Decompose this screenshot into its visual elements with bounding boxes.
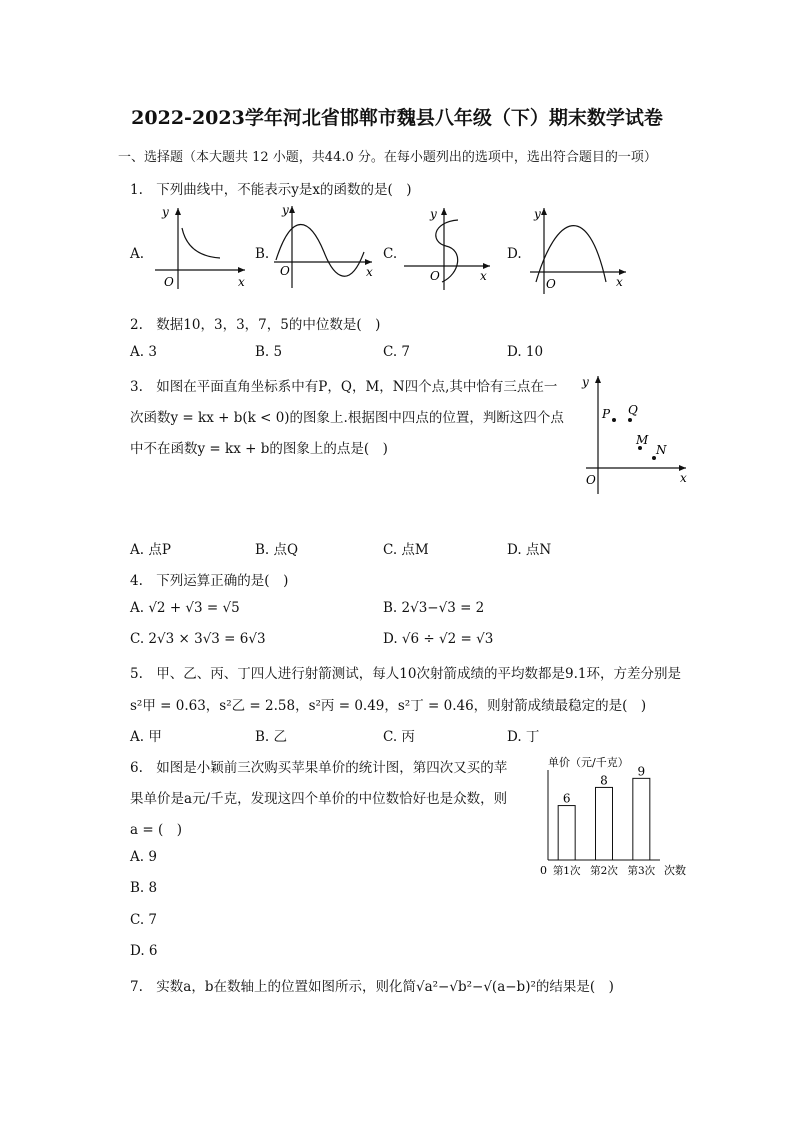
point-q-label: Q — [628, 403, 638, 417]
bar-2 — [596, 787, 613, 860]
q4-option-b: B. 2√3−√3 = 2 — [383, 600, 485, 616]
section-heading: 一、选择题（本大题共 12 小题，共44.0 分。在每小题列出的选项中，选出符合题目的一项） — [118, 150, 657, 165]
x-tick-label-2: 第2次 — [590, 865, 618, 877]
origin-label: O — [586, 473, 596, 487]
y-axis-label: y — [430, 207, 437, 221]
point-q — [628, 418, 632, 422]
q1-option-a-label: A. — [130, 246, 145, 262]
question-text: 数据10，3，3，7，5的中位数是( ) — [156, 317, 381, 333]
x-axis-label: x — [616, 275, 623, 289]
x-tick-label-3: 第3次 — [627, 865, 656, 877]
q1-option-b-label: B. — [255, 246, 270, 262]
q1-graph-a — [150, 204, 250, 294]
q1-graph-c — [402, 202, 502, 292]
question-5 — [130, 662, 681, 682]
q3-option-a: A. 点P — [130, 542, 171, 558]
question-number: 6. — [130, 760, 143, 776]
q6-option-a: A. 9 — [130, 849, 157, 865]
origin-label: O — [280, 264, 290, 278]
origin-label: O — [164, 275, 174, 289]
page-title: 2022-2023学年河北省邯郸市魏县八年级（下）期末数学试卷 — [131, 107, 663, 129]
q5-option-a: A. 甲 — [130, 729, 162, 745]
q6-option-d: D. 6 — [130, 943, 158, 959]
chart-xlabel: 次数 — [664, 864, 686, 877]
question-number: 4. — [130, 573, 143, 589]
x-axis-label: x — [238, 275, 245, 289]
x-tick-label-1: 第1次 — [552, 865, 581, 877]
question-text: 实数a，b在数轴上的位置如图所示，则化简√a²−√b²−√(a−b)²的结果是( ) — [156, 979, 614, 995]
q3-coordinate-figure — [580, 372, 690, 498]
question-text-line-3: a = ( ) — [130, 822, 182, 838]
question-text-line-2: 次函数y = kx + b(k < 0)的图象上.根据图中四点的位置，判断这四个点 — [130, 410, 564, 426]
q2-option-c: C. 7 — [383, 344, 411, 360]
y-axis-label: y — [534, 207, 541, 221]
q1-graph-d — [528, 204, 638, 294]
x-axis-label: x — [480, 269, 487, 283]
question-3 — [130, 375, 557, 395]
y-axis-label: y — [162, 205, 169, 219]
q6-bar-chart — [536, 752, 696, 882]
bar-value-label-3: 9 — [637, 764, 646, 779]
point-p — [612, 418, 616, 422]
question-2 — [130, 313, 380, 333]
question-text-line-2: 果单价是a元/千克，发现这四个单价的中位数恰好也是众数，则 — [130, 791, 508, 807]
q3-option-c: C. 点M — [383, 542, 429, 558]
q6-option-c: C. 7 — [130, 912, 158, 928]
origin-label: O — [430, 269, 440, 283]
question-text-line-3: 中不在函数y = kx + b的图象上的点是( ) — [130, 441, 388, 457]
q2-option-b: B. 5 — [255, 344, 283, 360]
bar-value-label-1: 6 — [562, 791, 571, 806]
question-text-line-2: s²甲 = 0.63，s²乙 = 2.58，s²丙 = 0.49，s²丁 = 0.46，则射箭成绩最稳定的是( ) — [130, 698, 647, 714]
question-number: 3. — [130, 379, 143, 395]
x-axis-label: x — [680, 471, 687, 485]
bar-3 — [633, 778, 650, 860]
chart-origin-label: 0 — [540, 864, 547, 877]
question-number: 7. — [130, 979, 143, 995]
question-text-line-1: 如图是小颖前三次购买苹果单价的统计图，第四次又买的苹 — [156, 760, 508, 776]
question-number: 5. — [130, 666, 143, 682]
q3-option-d: D. 点N — [507, 542, 552, 558]
y-axis-label: y — [582, 375, 589, 389]
q4-option-a: A. √2 + √3 = √5 — [130, 600, 240, 616]
q6-option-b: B. 8 — [130, 880, 158, 896]
question-1 — [130, 178, 412, 198]
q1-option-c-label: C. — [383, 246, 398, 262]
q5-option-d: D. 丁 — [507, 729, 540, 745]
q5-option-b: B. 乙 — [255, 729, 288, 745]
q1-graph-b — [272, 200, 382, 290]
question-7 — [130, 975, 614, 995]
q5-option-c: C. 丙 — [383, 729, 415, 745]
point-p-label: P — [602, 407, 611, 421]
q3-option-b: B. 点Q — [255, 542, 299, 558]
point-n-label: N — [656, 443, 667, 457]
question-6 — [130, 756, 507, 776]
question-text: 下列运算正确的是( ) — [156, 573, 289, 589]
y-axis-label: y — [282, 203, 289, 217]
question-number: 2. — [130, 317, 143, 333]
point-m-label: M — [636, 433, 649, 447]
bar-value-label-2: 8 — [600, 773, 608, 788]
q1-option-d-label: D. — [507, 246, 522, 262]
q4-option-d: D. √6 ÷ √2 = √3 — [383, 631, 494, 647]
question-text-line-1: 甲、乙、丙、丁四人进行射箭测试，每人10次射箭成绩的平均数都是9.1环，方差分别是 — [156, 666, 681, 682]
question-text-line-1: 如图在平面直角坐标系中有P，Q，M，N四个点,其中恰有三点在一 — [156, 379, 558, 395]
question-4 — [130, 569, 288, 589]
x-axis-label: x — [366, 265, 373, 279]
origin-label: O — [546, 277, 556, 291]
question-text: 下列曲线中，不能表示y是x的函数的是( ) — [156, 182, 412, 198]
bar-1 — [558, 806, 575, 860]
q2-option-a: A. 3 — [130, 344, 157, 360]
q2-option-d: D. 10 — [507, 344, 544, 360]
q4-option-c: C. 2√3 × 3√3 = 6√3 — [130, 631, 266, 647]
question-number: 1. — [130, 182, 143, 198]
chart-ylabel: 单价（元/千克） — [548, 756, 629, 769]
